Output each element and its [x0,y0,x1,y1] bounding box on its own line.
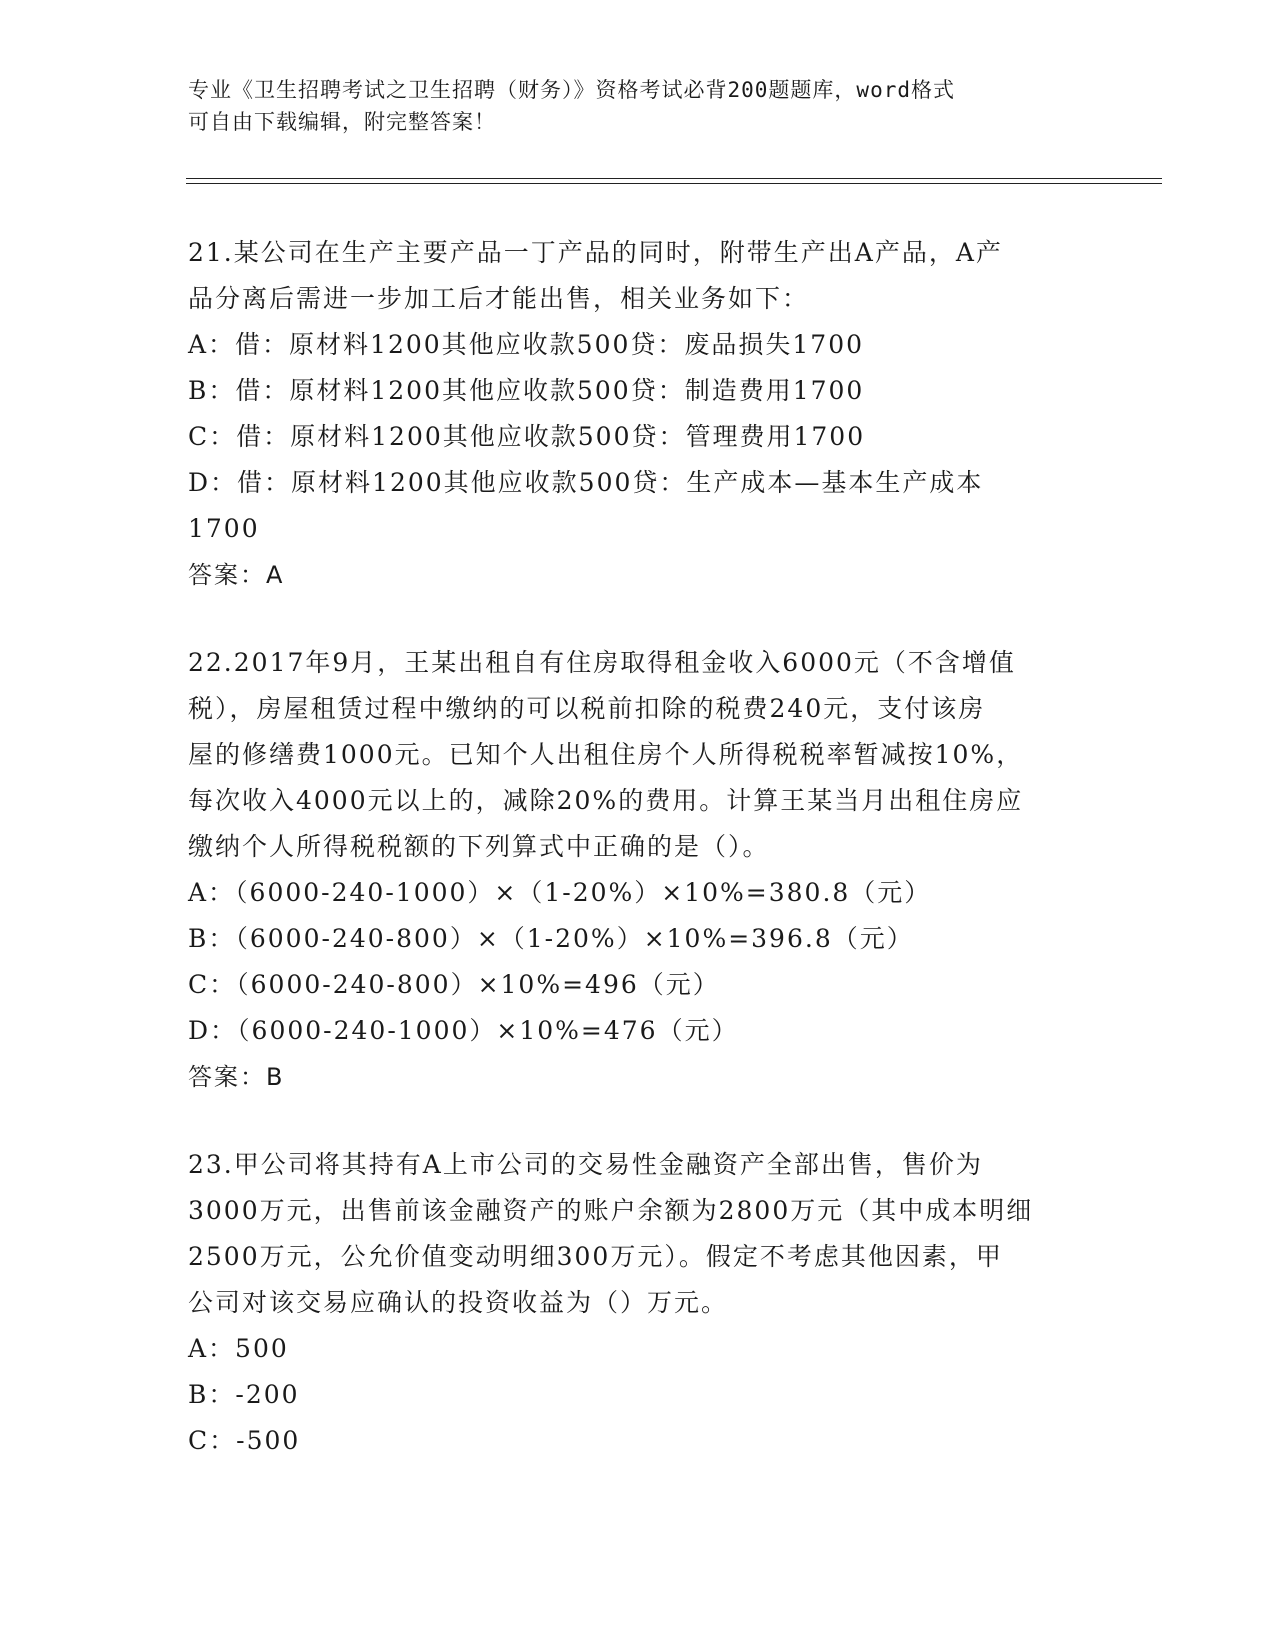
option-c: C：（6000-240-800）×10%=496（元） [188,970,720,999]
question-stem-line: 品分离后需进一步加工后才能出售，相关业务如下： [188,284,810,313]
option-a: A：500 [188,1334,289,1363]
question-stem-line: 税），房屋租赁过程中缴纳的可以税前扣除的税费240元，支付该房 [188,694,986,723]
question-stem-line: 屋的修缮费1000元。已知个人出租住房个人所得税税率暂减按10%， [188,740,1024,769]
question-stem-line: 每次收入4000元以上的，减除20%的费用。计算王某当月出租住房应 [188,786,1024,815]
header-divider-bottom [186,183,1162,184]
question-stem-line: 3000万元，出售前该金融资产的账户余额为2800万元（其中成本明细 [188,1196,1034,1225]
option-c: C：-500 [188,1426,301,1455]
option-d: D：借：原材料1200其他应收款500贷：生产成本—基本生产成本 [188,468,984,497]
question-stem-line: 23.甲公司将其持有A上市公司的交易性金融资产全部出售，售价为 [188,1150,983,1179]
header-divider-top [186,178,1162,179]
option-a: A：（6000-240-1000）×（1-20%）×10%=380.8（元） [188,878,932,907]
option-b: B：（6000-240-800）×（1-20%）×10%=396.8（元） [188,924,914,953]
option-b: B：借：原材料1200其他应收款500贷：制造费用1700 [188,376,865,405]
header-line-1: 专业《卫生招聘考试之卫生招聘（财务）》资格考试必背200题题库，word格式 [188,78,955,102]
question-stem-line: 2500万元，公允价值变动明细300万元）。假定不考虑其他因素，甲 [188,1242,1003,1271]
option-b: B：-200 [188,1380,300,1409]
question-stem-line: 22.2017年9月，王某出租自有住房取得租金收入6000元（不含增值 [188,648,1016,677]
question-21 [188,230,1088,598]
question-23 [188,1142,1088,1464]
header-line-2: 可自由下载编辑，附完整答案！ [188,110,496,134]
option-c: C：借：原材料1200其他应收款500贷：管理费用1700 [188,422,866,451]
answer-label: 答案：B [188,1063,285,1091]
question-stem-line: 缴纳个人所得税税额的下列算式中正确的是（）。 [188,832,770,861]
question-stem-line: 公司对该交易应确认的投资收益为（）万元。 [188,1288,729,1317]
option-d-continued: 1700 [188,514,260,543]
question-22 [188,640,1088,1100]
question-stem-line: 21.某公司在生产主要产品一丁产品的同时，附带生产出A产品，A产 [188,238,1003,267]
answer-label: 答案：A [188,561,285,589]
option-d: D：（6000-240-1000）×10%=476（元） [188,1016,739,1045]
question-list [188,230,1088,1506]
option-a: A：借：原材料1200其他应收款500贷：废品损失1700 [188,330,865,359]
page-header [188,74,1068,138]
